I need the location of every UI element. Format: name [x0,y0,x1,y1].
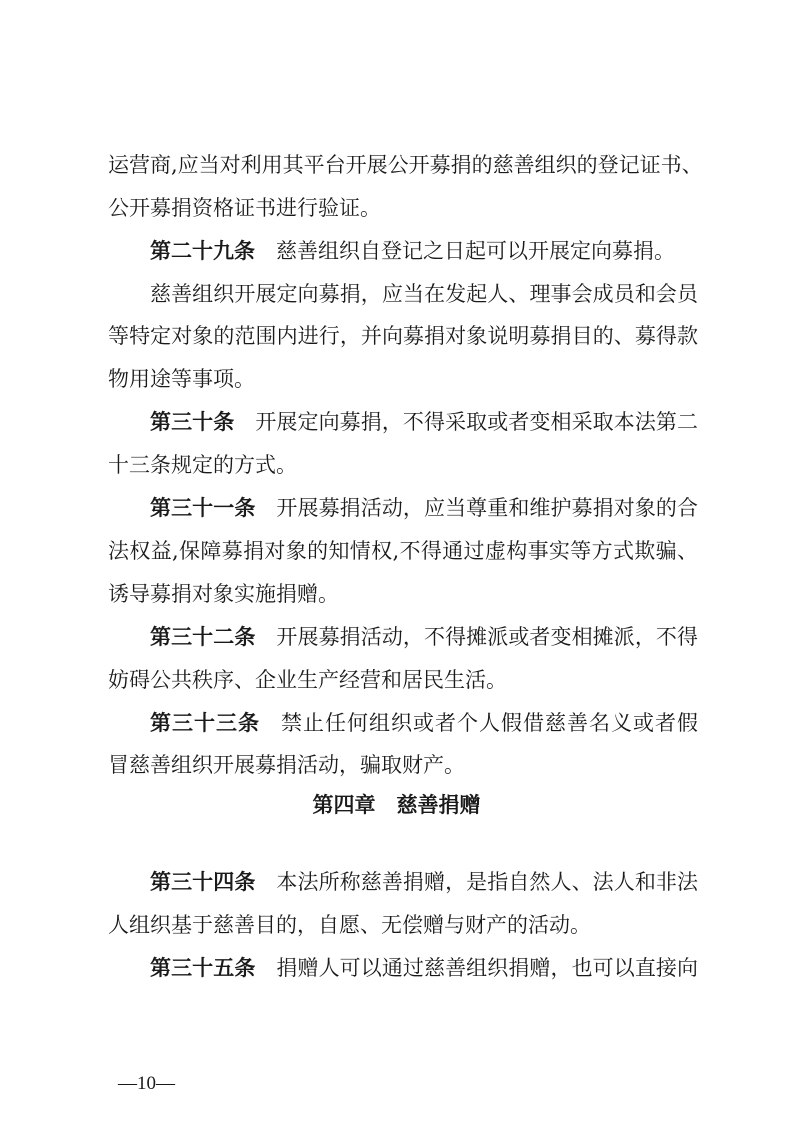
article-heading: 第三十一条 [150,496,256,520]
text-line: 冒慈善组织开展募捐活动，骗取财产。 [108,753,465,777]
text-line: 妨碍公共秩序、企业生产经营和居民生活。 [108,668,507,692]
text-line: 人组织基于慈善目的，自愿、无偿赠与财产的活动。 [108,913,591,937]
text-line: 诱导募捐对象实施捐赠。 [108,582,339,606]
text-line: 物用途等事项。 [108,367,255,391]
article-30: 第三十条 开展定向募捐，不得采取或者变相采取本法第二 [150,410,699,434]
text-line: 法权益,保障募捐对象的知情权,不得通过虚构事实等方式欺骗、 [108,539,698,563]
article-33: 第三十三条 禁止任何组织或者个人假借慈善名义或者假 [150,711,698,735]
article-heading: 第三十四条 [150,870,256,894]
article-heading: 第二十九条 [150,239,255,263]
page-number: —10— [118,1073,175,1094]
article-34: 第三十四条 本法所称慈善捐赠，是指自然人、法人和非法 [150,870,699,894]
article-35: 第三十五条 捐赠人可以通过慈善组织捐赠，也可以直接向 [150,956,699,980]
article-32: 第三十二条 开展募捐活动，不得摊派或者变相摊派，不得 [150,625,699,649]
text-line: 十三条规定的方式。 [108,453,297,477]
article-heading: 第三十三条 [150,711,260,735]
article-heading: 第三十二条 [150,625,256,649]
text-line: 公开募捐资格证书进行验证。 [108,196,381,220]
article-29: 第二十九条 慈善组织自登记之日起可以开展定向募捐。 [150,239,675,263]
text-line: 慈善组织开展定向募捐，应当在发起人、理事会成员和会员 [150,282,698,306]
article-heading: 第三十五条 [150,956,256,980]
text-line: 等特定对象的范围内进行，并向募捐对象说明募捐目的、募得款 [108,324,698,348]
chapter-heading: 第四章 慈善捐赠 [312,793,481,817]
article-heading: 第三十条 [150,410,235,434]
article-31: 第三十一条 开展募捐活动，应当尊重和维护募捐对象的合 [150,496,699,520]
text-line: 运营商,应当对利用其平台开展公开募捐的慈善组织的登记证书、 [108,153,703,177]
